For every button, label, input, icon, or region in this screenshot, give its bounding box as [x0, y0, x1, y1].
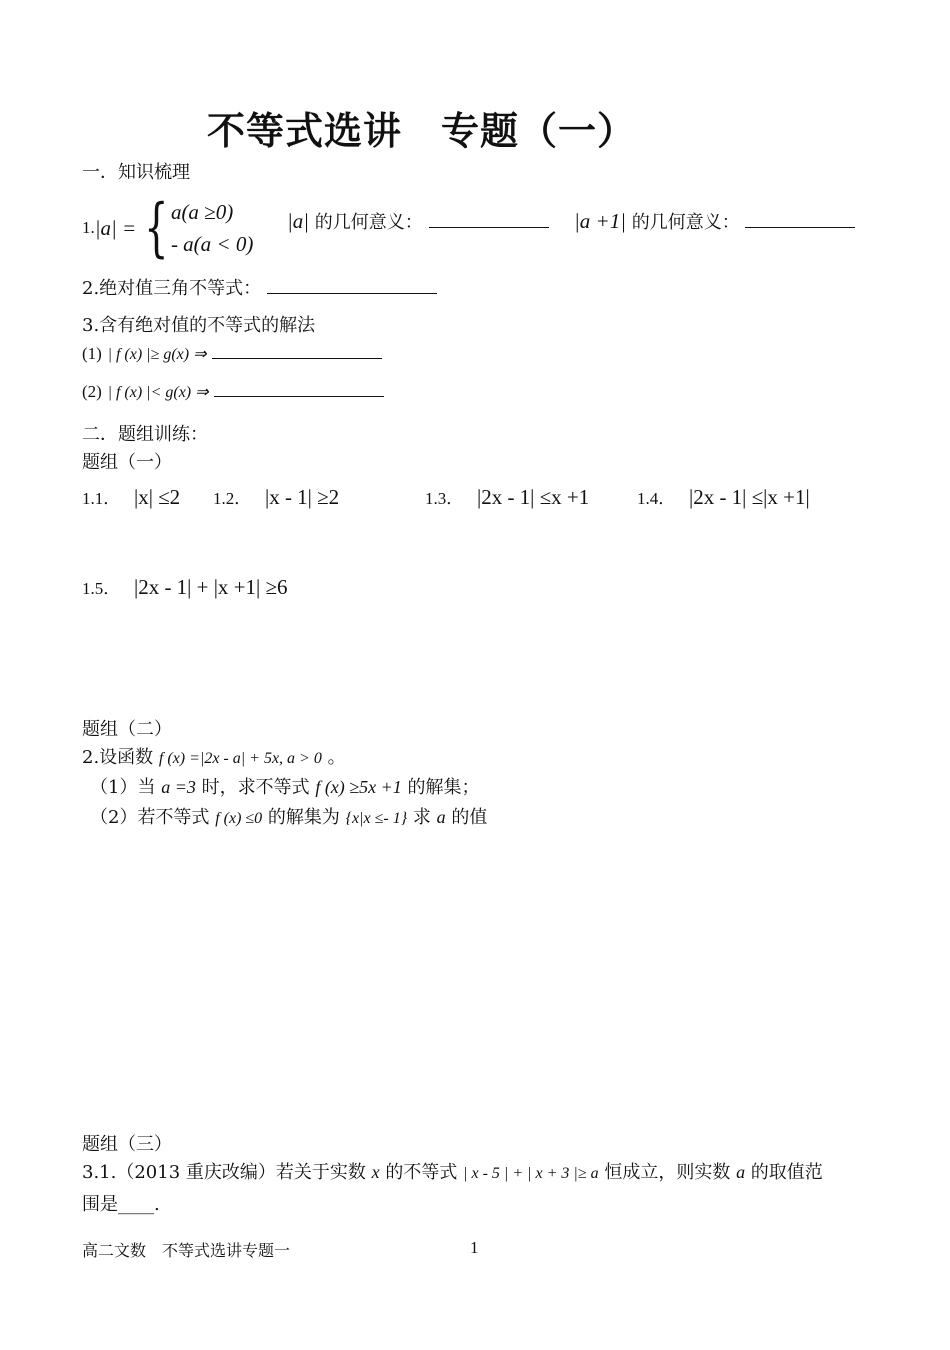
problem-1-4: [637, 484, 810, 510]
part1-expr: f (x) ≥5x +1: [315, 777, 402, 797]
geometry-text-2: 的几何意义：: [631, 212, 740, 233]
cases: [171, 196, 253, 260]
problem-expr: |x| ≤2: [133, 485, 181, 509]
line1-prefix: 3.1.（2013 重庆改编）若关于实数: [82, 1162, 366, 1183]
answer-blank-4[interactable]: [212, 340, 382, 359]
item1-geometry-q1: [287, 208, 549, 234]
abs-a-lhs: |a| =: [94, 215, 137, 240]
section2-heading: 二．题组训练：: [82, 424, 208, 445]
abs-a-expr: |a|: [287, 209, 310, 233]
case-neg: - a(a < 0): [170, 232, 254, 256]
part1-end: 的解集；: [407, 777, 480, 798]
part1-a: a =3: [161, 777, 196, 797]
footer-label: 高二文数 不等式选讲专题一: [82, 1241, 291, 1260]
problem-1-2: [213, 484, 339, 510]
group3-problem-line2: 围是____.: [82, 1194, 160, 1215]
geometry-text-1: 的几何意义：: [314, 212, 423, 233]
line1-x: x: [371, 1162, 380, 1182]
part1-prefix: （1）当: [90, 777, 156, 798]
sub2-label: (2): [82, 382, 102, 401]
problem-expr: |x - 1| ≥2: [264, 485, 340, 509]
page-number: 1: [470, 1238, 479, 1257]
sub2-expr: | f (x) |< g(x) ⇒: [107, 384, 209, 401]
part2-set: {x|x ≤- 1}: [345, 810, 408, 827]
answer-blank-5[interactable]: [214, 378, 384, 397]
item1-definition: [82, 191, 254, 265]
problem-1-1: [82, 484, 180, 510]
problem-label: 1.4．: [637, 489, 676, 508]
group2-part1: [90, 773, 480, 799]
stem-expr: f (x) =|2x - a| + 5x, a > 0: [158, 750, 322, 767]
item2-text: 2.绝对值三角不等式：: [82, 278, 262, 299]
item2: [82, 274, 437, 300]
line1-mid: 的不等式: [385, 1162, 458, 1183]
line1-a: a: [736, 1162, 746, 1182]
item1-label: 1.: [82, 218, 95, 237]
part2-mid: 的解集为: [267, 807, 340, 828]
answer-blank-1[interactable]: [429, 209, 549, 228]
part2-expr: f (x) ≤0: [215, 810, 263, 827]
group1-heading: 题组（一）: [82, 452, 172, 473]
stem-prefix: 2.设函数: [82, 747, 154, 768]
sub1-expr: | f (x) |≥ g(x) ⇒: [107, 346, 207, 363]
item3-heading: 3.含有绝对值的不等式的解法: [82, 315, 316, 336]
group3-problem-line1: [82, 1158, 823, 1184]
part2-end: 的值: [451, 807, 488, 828]
abs-a-plus-1-expr: |a +1|: [574, 209, 626, 233]
group3-heading: 题组（三）: [82, 1134, 172, 1155]
problem-label: 1.2．: [213, 489, 252, 508]
case-nonneg: a(a ≥0): [170, 200, 234, 224]
item1-geometry-q2: [574, 208, 855, 234]
problem-1-5: [82, 574, 288, 600]
problem-label: 1.5．: [82, 579, 121, 598]
problem-expr: |2x - 1| ≤x +1: [476, 485, 590, 509]
sub1-label: (1): [82, 344, 102, 363]
page-title: 不等式选讲 专题（一）: [207, 109, 637, 153]
part2-prefix: （2）若不等式: [90, 807, 210, 828]
line1-end: 的取值范: [750, 1162, 823, 1183]
group2-heading: 题组（二）: [82, 719, 172, 740]
item3-sub2: [82, 378, 384, 402]
group2-part2: [90, 803, 487, 829]
stem-end: 。: [327, 747, 346, 768]
answer-blank-3[interactable]: [267, 275, 437, 294]
problem-expr: |2x - 1| + |x +1| ≥6: [133, 575, 288, 599]
section1-heading: 一．知识梳理: [82, 162, 190, 183]
part2-a: a: [436, 807, 446, 827]
problem-label: 1.3．: [425, 489, 464, 508]
problem-label: 1.1．: [82, 489, 121, 508]
group2-stem: [82, 743, 346, 769]
part2-mid2: 求: [412, 807, 431, 828]
left-brace-icon: {: [144, 191, 169, 265]
line1-mid2: 恒成立，则实数: [604, 1162, 731, 1183]
part1-mid: 时，求不等式: [201, 777, 310, 798]
problem-expr: |2x - 1| ≤|x +1|: [688, 485, 810, 509]
line1-expr: | x - 5 | + | x + 3 |≥ a: [463, 1165, 599, 1182]
item3-sub1: [82, 340, 382, 364]
problem-1-3: [425, 484, 589, 510]
answer-blank-2[interactable]: [745, 209, 855, 228]
